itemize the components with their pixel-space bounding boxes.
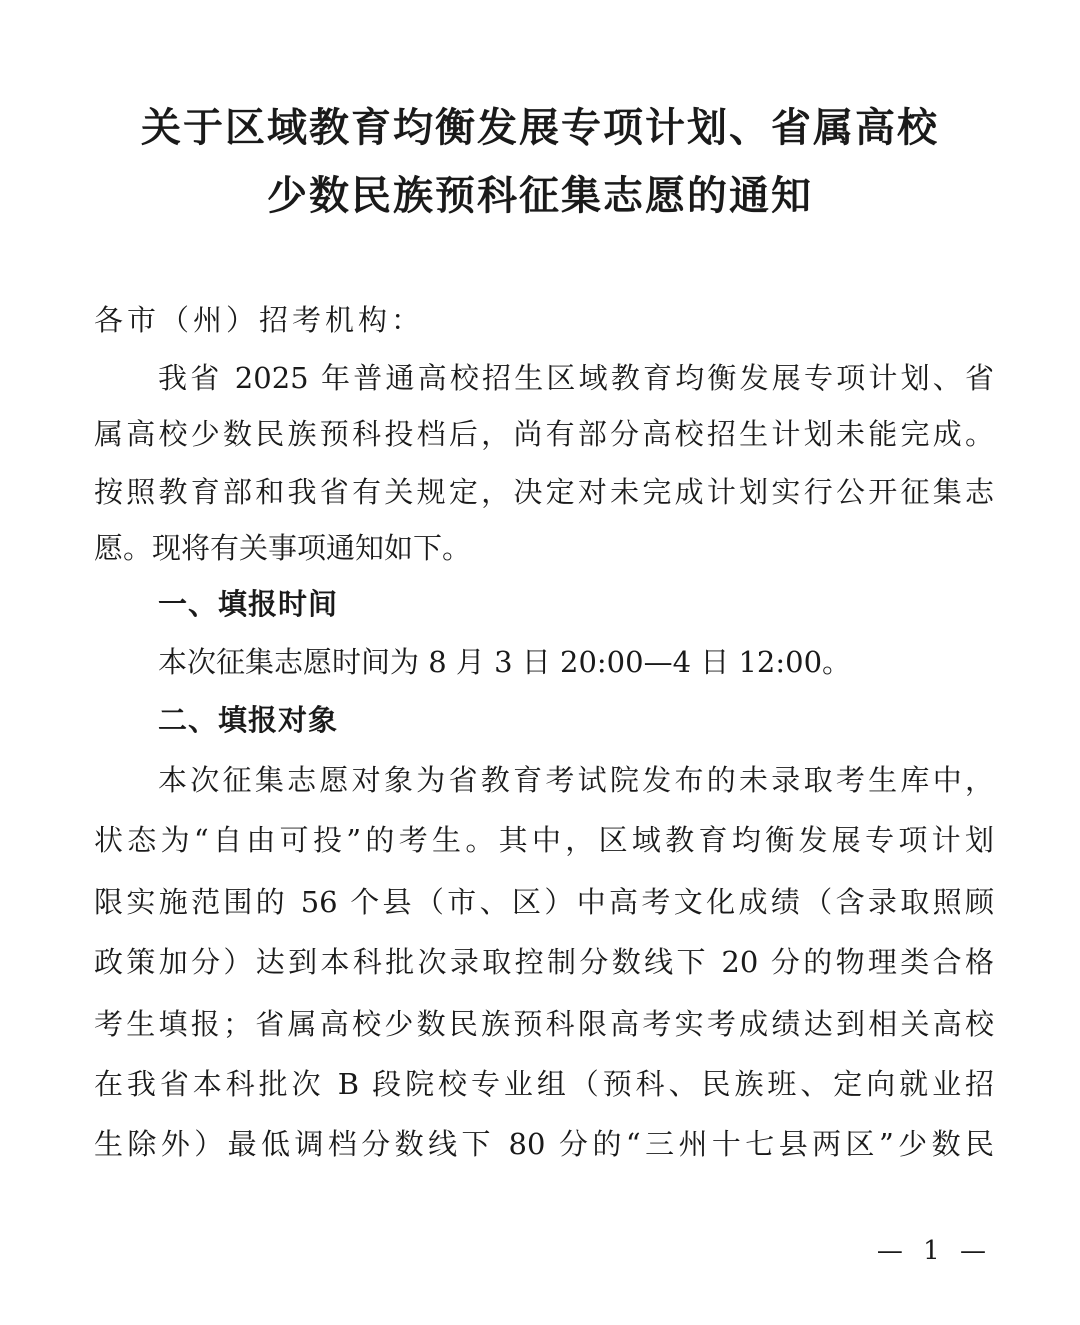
- document-title-line-1: 关于区域教育均衡发展专项计划、省属高校: [141, 104, 939, 151]
- section-text-time: 本次征集志愿时间为 8 月 3 日 20:00—4 日 12:00。: [158, 645, 852, 679]
- target-line-5: 考生填报；省属高校少数民族预科限高考实考成绩达到相关高校: [94, 1007, 994, 1041]
- intro-line-4: 愿。现将有关事项通知如下。: [94, 531, 472, 565]
- target-line-7: 生除外）最低调档分数线下 80 分的“三州十七县两区”少数民: [94, 1127, 994, 1161]
- target-line-1: 本次征集志愿对象为省教育考试院发布的未录取考生库中，: [158, 763, 994, 797]
- intro-line-2: 属高校少数民族预科投档后，尚有部分高校招生计划未能完成。: [94, 417, 994, 451]
- section-heading-time: 一、填报时间: [158, 587, 339, 621]
- target-line-2: 状态为“自由可投”的考生。其中，区域教育均衡发展专项计划: [94, 823, 994, 857]
- section-heading-target: 二、填报对象: [158, 703, 339, 737]
- salutation: 各市（州）招考机构：: [94, 303, 425, 337]
- target-line-6: 在我省本科批次 B 段院校专业组（预科、民族班、定向就业招: [94, 1067, 994, 1101]
- intro-line-3: 按照教育部和我省有关规定，决定对未完成计划实行公开征集志: [94, 475, 994, 509]
- target-line-4: 政策加分）达到本科批次录取控制分数线下 20 分的物理类合格: [94, 945, 994, 979]
- intro-line-1: 我省 2025 年普通高校招生区域教育均衡发展专项计划、省: [158, 361, 994, 395]
- document-title-line-2: 少数民族预科征集志愿的通知: [267, 172, 813, 219]
- target-line-3: 限实施范围的 56 个县（市、区）中高考文化成绩（含录取照顾: [94, 885, 994, 919]
- page-number: — 1 —: [876, 1236, 992, 1266]
